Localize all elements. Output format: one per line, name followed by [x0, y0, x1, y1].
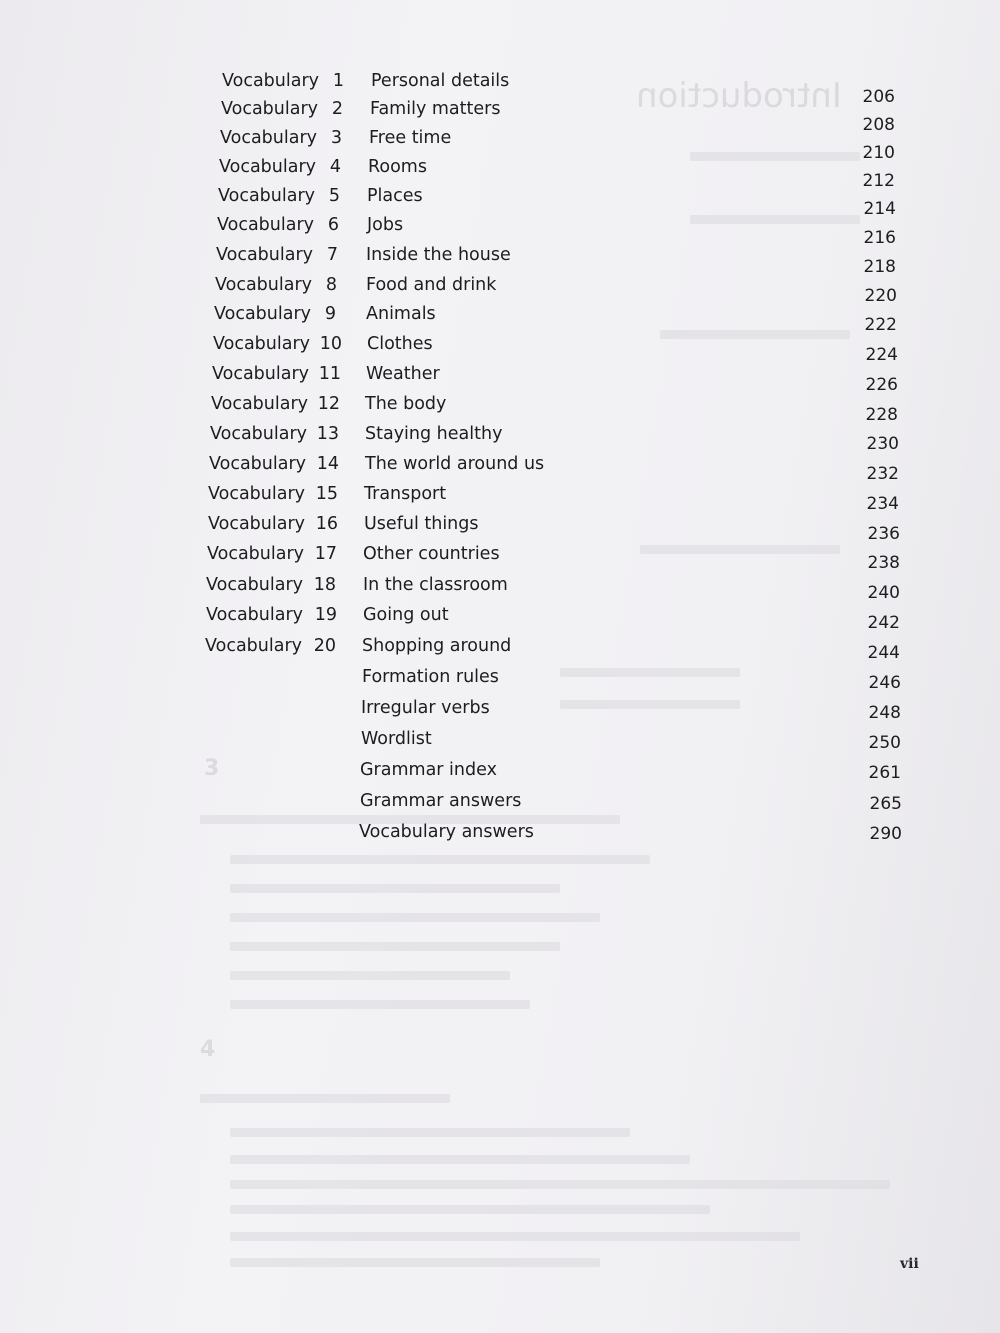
toc-entry-number: 1 [332, 71, 344, 91]
toc-page-number: 206 [862, 87, 895, 107]
toc-section-label: Vocabulary [222, 71, 320, 91]
toc-entry-number: 11 [318, 364, 341, 384]
toc-section-label: Vocabulary [206, 605, 304, 625]
toc-entry-number: 9 [324, 304, 336, 324]
toc-page-number: 220 [864, 286, 897, 306]
toc-section-label: Vocabulary [208, 514, 306, 534]
toc-entry-number: 20 [313, 636, 336, 656]
toc-section-label: Vocabulary [208, 484, 306, 504]
toc-entry-number: 5 [328, 186, 340, 206]
toc-entry-number: 16 [315, 514, 338, 534]
toc-section-label: Vocabulary [220, 128, 318, 148]
toc-entry-number: 2 [331, 99, 343, 119]
toc-page-number: 222 [864, 315, 897, 335]
toc-entry-title: Transport [364, 484, 447, 504]
toc-entry-title: The body [365, 394, 447, 414]
toc-entry-number: 18 [313, 575, 336, 595]
toc-section-label: Vocabulary [205, 636, 303, 656]
toc-page-number: 238 [867, 553, 900, 573]
toc-section-label: Vocabulary [209, 454, 307, 474]
toc-entry-number: 17 [314, 544, 337, 564]
toc-entry-title: Shopping around [362, 636, 512, 656]
toc-page-number: 236 [867, 524, 900, 544]
toc-section-label: Vocabulary [217, 215, 315, 235]
toc-entry-title: Formation rules [362, 667, 499, 687]
show-through-heading-4: 4 [200, 1037, 216, 1062]
toc-page-number: 232 [866, 464, 899, 484]
toc-entry-title: Grammar answers [360, 791, 522, 811]
toc-entry-title: Other countries [363, 544, 500, 564]
toc-entry-title: Places [367, 186, 423, 206]
toc-page-number: 240 [867, 583, 900, 603]
toc-page-number: 214 [863, 199, 896, 219]
toc-entry-number: 8 [325, 275, 337, 295]
toc-section-label: Vocabulary [210, 424, 308, 444]
toc-entry-number: 3 [330, 128, 342, 148]
toc-section-label: Vocabulary [216, 245, 314, 265]
toc-section-label: Vocabulary [207, 544, 305, 564]
toc-page-number: 226 [865, 375, 898, 395]
toc-entry-number: 7 [326, 245, 338, 265]
toc-section-label: Vocabulary [212, 364, 310, 384]
toc-page-number: 290 [869, 824, 902, 844]
toc-entry-title: Inside the house [366, 245, 511, 265]
toc-entry-number: 12 [317, 394, 340, 414]
toc-entry-number: 10 [319, 334, 342, 354]
toc-page-number: 242 [867, 613, 900, 633]
toc-entry-title: Animals [366, 304, 436, 324]
folio-page-number: vii [900, 1256, 919, 1272]
toc-page-number: 265 [869, 794, 902, 814]
toc-page-number: 208 [862, 115, 895, 135]
toc-entry-title: Irregular verbs [361, 698, 490, 718]
toc-entry-title: Rooms [368, 157, 427, 177]
toc-section-label: Vocabulary [214, 304, 312, 324]
toc-entry-title: Useful things [364, 514, 479, 534]
toc-entry-title: Going out [363, 605, 449, 625]
toc-entry-number: 19 [314, 605, 337, 625]
toc-section-label: Vocabulary [206, 575, 304, 595]
toc-page-number: 230 [866, 434, 899, 454]
show-through-heading: Introduction [636, 76, 842, 116]
toc-entry-title: Free time [369, 128, 452, 148]
toc-entry-title: Clothes [367, 334, 433, 354]
toc-entry-title: Staying healthy [365, 424, 503, 444]
toc-page-number: 234 [866, 494, 899, 514]
toc-entry-title: Vocabulary answers [359, 822, 534, 842]
toc-page-number: 224 [865, 345, 898, 365]
toc-entry-number: 13 [316, 424, 339, 444]
toc-page-number: 246 [868, 673, 901, 693]
toc-entry-title: The world around us [365, 454, 545, 474]
toc-section-label: Vocabulary [211, 394, 309, 414]
toc-page-number: 218 [863, 257, 896, 277]
toc-page-number: 250 [868, 733, 901, 753]
toc-page-number: 244 [867, 643, 900, 663]
toc-entry-title: Grammar index [360, 760, 497, 780]
toc-entry-number: 15 [315, 484, 338, 504]
toc-page-number: 210 [862, 143, 895, 163]
toc-entry-title: Weather [366, 364, 440, 384]
toc-page-number: 228 [865, 405, 898, 425]
toc-entry-number: 14 [316, 454, 339, 474]
toc-section-label: Vocabulary [221, 99, 319, 119]
toc-entry-number: 6 [327, 215, 339, 235]
toc-section-label: Vocabulary [219, 157, 317, 177]
toc-entry-title: Wordlist [361, 729, 432, 749]
toc-section-label: Vocabulary [215, 275, 313, 295]
toc-entry-title: Jobs [367, 215, 404, 235]
show-through-heading-3: 3 [204, 756, 220, 781]
toc-entry-number: 4 [329, 157, 341, 177]
toc-page-number: 216 [863, 228, 896, 248]
toc-page-number: 248 [868, 703, 901, 723]
toc-page-number: 212 [862, 171, 895, 191]
toc-entry-title: In the classroom [363, 575, 508, 595]
toc-section-label: Vocabulary [218, 186, 316, 206]
toc-entry-title: Family matters [370, 99, 501, 119]
toc-entry-title: Personal details [371, 71, 510, 91]
toc-page-number: 261 [868, 763, 901, 783]
toc-section-label: Vocabulary [213, 334, 311, 354]
toc-entry-title: Food and drink [366, 275, 497, 295]
